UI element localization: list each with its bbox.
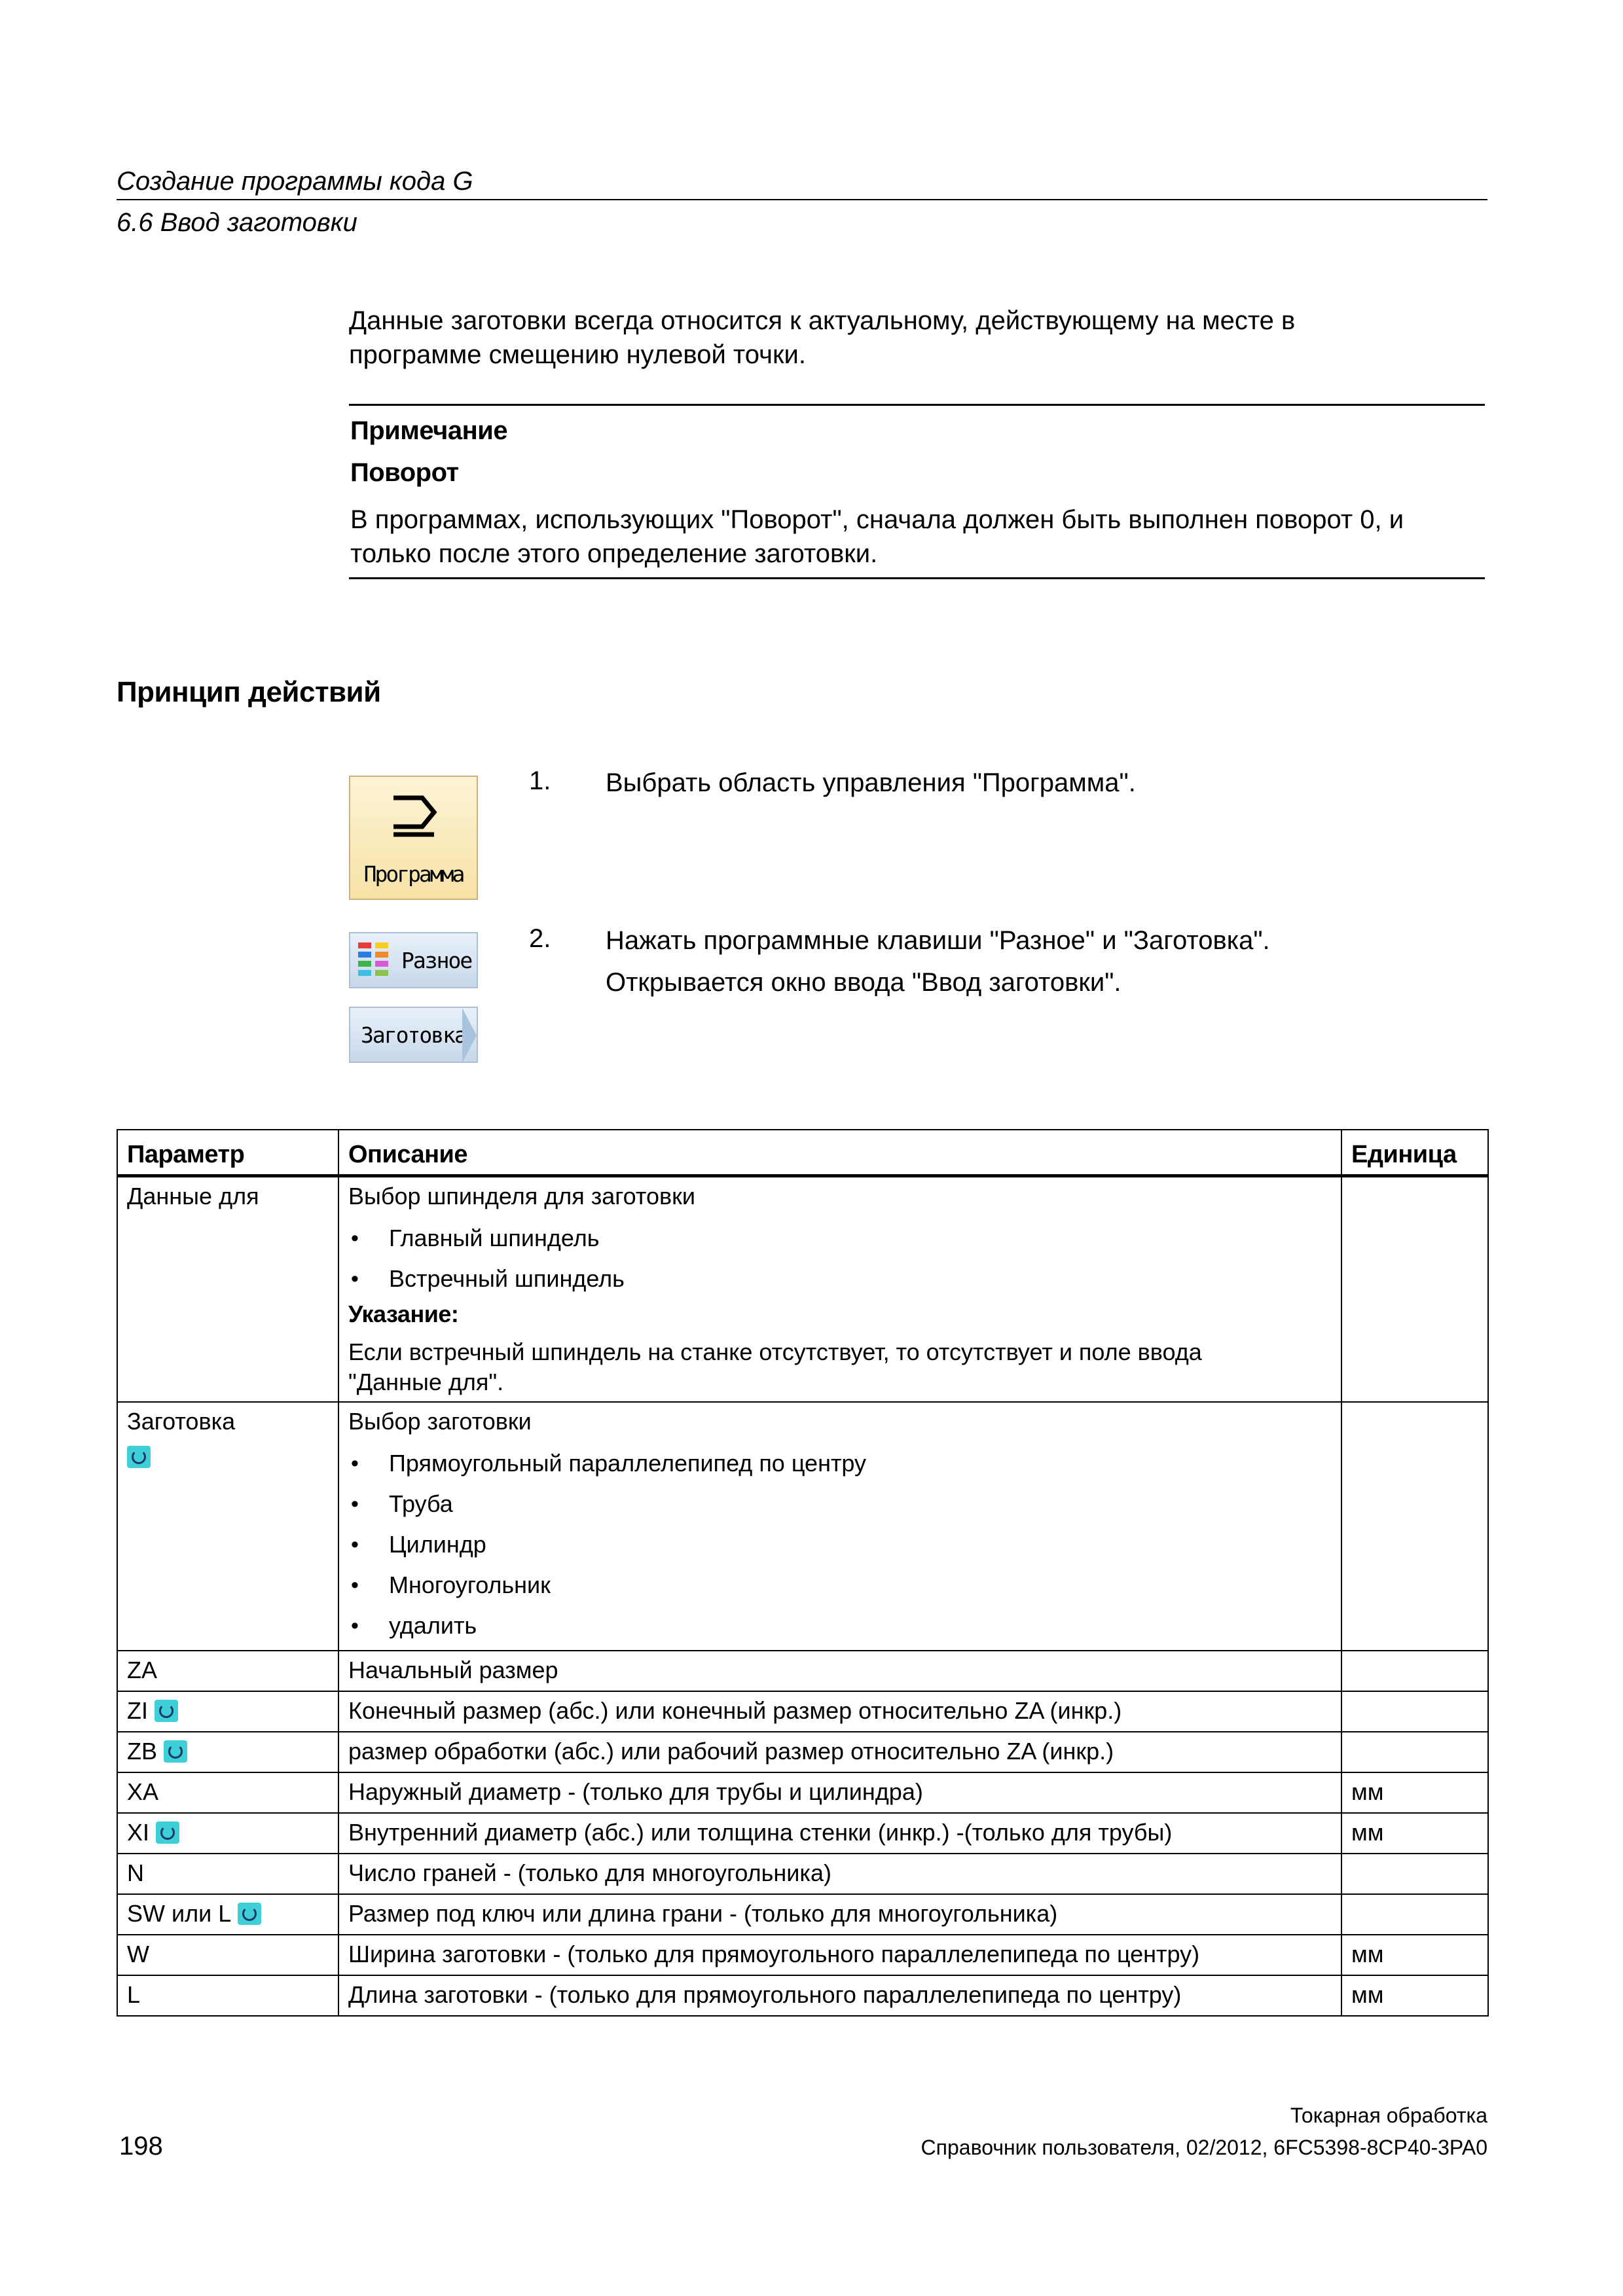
desc-cell: Число граней - (только для многоугольника) (338, 1854, 1341, 1894)
intro-line: Данные заготовки всегда относится к актуальному, действующему на месте в (349, 306, 1296, 335)
desc-cell: Длина заготовки - (только для прямоугольного параллелепипеда по центру) (338, 1975, 1341, 2016)
param-name: W (127, 1941, 149, 1967)
list-item: • Цилиндр (348, 1524, 1333, 1565)
note-label: Указание: (348, 1300, 459, 1327)
unit-cell: мм (1341, 1935, 1488, 1975)
param-cell (117, 1732, 338, 1772)
param-name: XI (127, 1819, 150, 1846)
intro-paragraph (349, 304, 1295, 372)
list-item: • удалить (348, 1605, 1333, 1646)
header-unit: Единица (1341, 1130, 1488, 1176)
note-top-rule (349, 404, 1485, 406)
footer-manual: Справочник пользователя, 02/2012, 6FC5398-8CP40-3PA0 (921, 2136, 1487, 2159)
param-cell (117, 1651, 338, 1691)
unit-cell: мм (1341, 1975, 1488, 2016)
desc-cell (338, 1402, 1341, 1651)
parameter-table (117, 1129, 1489, 2017)
table-row (117, 1854, 1488, 1894)
color-grid-icon (358, 942, 395, 980)
header-param: Параметр (117, 1130, 338, 1176)
note-line: Если встречный шпиндель на станке отсутствует, то отсутствует и поле ввода (348, 1338, 1202, 1365)
header-desc: Описание (338, 1130, 1341, 1176)
note-text (348, 1337, 1333, 1397)
table-row (117, 1935, 1488, 1975)
table-row (117, 1813, 1488, 1854)
table-row (117, 1691, 1488, 1732)
section-title: 6.6 Ввод заготовки (117, 208, 357, 237)
toggle-select-icon (155, 1700, 178, 1722)
note-bottom-rule (349, 577, 1485, 579)
program-bracket-icon (388, 789, 443, 844)
toggle-select-icon (127, 1446, 151, 1468)
table-row (117, 1894, 1488, 1935)
step-line: Нажать программные клавиши "Разное" и "Заготовка". (606, 926, 1270, 955)
param-name: SW или L (127, 1900, 232, 1927)
param-name: L (127, 1981, 141, 2008)
misc-softkey-label: Разное (401, 948, 472, 973)
desc-cell: Начальный размер (338, 1651, 1341, 1691)
desc-cell: размер обработки (абс.) или рабочий размер относительно ZA (инкр.) (338, 1732, 1341, 1772)
softkey-arrow-icon (462, 1008, 477, 1063)
desc-text: Выбор шпинделя для заготовки (348, 1183, 695, 1210)
param-cell (117, 1691, 338, 1732)
misc-softkey[interactable] (349, 932, 478, 988)
param-cell (117, 1813, 338, 1854)
param-cell (117, 1975, 338, 2016)
blank-softkey-label: Заготовка (361, 1022, 466, 1048)
bullet-list (348, 1443, 1333, 1646)
table-row (117, 1651, 1488, 1691)
list-item: • Прямоугольный параллелепипед по центру (348, 1443, 1333, 1484)
step-number: 1. (529, 766, 551, 795)
param-cell (117, 1854, 338, 1894)
desc-cell: Ширина заготовки - (только для прямоугольного параллелепипеда по центру) (338, 1935, 1341, 1975)
table-row (117, 1975, 1488, 2016)
table-header-row (117, 1130, 1488, 1176)
list-item: • Встречный шпиндель (348, 1259, 1333, 1299)
param-name: ZA (127, 1657, 158, 1683)
principle-heading: Принцип действий (117, 676, 381, 708)
param-cell (117, 1176, 338, 1403)
desc-cell: Внутренний диаметр (абс.) или толщина стенки (инкр.) -(только для трубы) (338, 1813, 1341, 1854)
chapter-title: Создание программы кода G (117, 167, 473, 196)
unit-cell (1341, 1691, 1488, 1732)
header-divider (117, 199, 1487, 200)
desc-cell: Наружный диаметр - (только для трубы и цилиндра) (338, 1772, 1341, 1813)
list-item: • Труба (348, 1484, 1333, 1524)
toggle-select-icon (238, 1903, 261, 1925)
toggle-select-icon (164, 1740, 187, 1763)
note-title: Поворот (350, 458, 459, 487)
table-row (117, 1176, 1488, 1403)
desc-cell (338, 1176, 1341, 1403)
unit-cell (1341, 1176, 1488, 1403)
table-row (117, 1772, 1488, 1813)
desc-cell: Размер под ключ или длина грани - (только для многоугольника) (338, 1894, 1341, 1935)
list-item: • Главный шпиндель (348, 1218, 1333, 1259)
note-label: Примечание (350, 416, 508, 445)
note-line: В программах, использующих "Поворот", сначала должен быть выполнен поворот 0, и (350, 505, 1404, 534)
footer-product: Токарная обработка (1290, 2104, 1487, 2127)
param-name: ZI (127, 1697, 148, 1724)
bullet-list (348, 1218, 1333, 1299)
page-number: 198 (119, 2132, 163, 2161)
table-row (117, 1732, 1488, 1772)
param-cell (117, 1894, 338, 1935)
toggle-select-icon (156, 1821, 179, 1844)
param-cell (117, 1935, 338, 1975)
param-cell (117, 1402, 338, 1651)
unit-cell (1341, 1854, 1488, 1894)
note-line: только после этого определение заготовки. (350, 539, 878, 568)
blank-softkey[interactable] (349, 1007, 478, 1063)
desc-text: Выбор заготовки (348, 1408, 532, 1435)
list-item: • Многоугольник (348, 1565, 1333, 1605)
unit-cell (1341, 1732, 1488, 1772)
unit-cell: мм (1341, 1772, 1488, 1813)
unit-cell: мм (1341, 1813, 1488, 1854)
program-area-button[interactable] (349, 776, 478, 900)
desc-cell: Конечный размер (абс.) или конечный размер относительно ZA (инкр.) (338, 1691, 1341, 1732)
param-name: ZB (127, 1738, 158, 1765)
param-name: Заготовка (127, 1408, 236, 1435)
step-text (606, 920, 1270, 1003)
table-row (117, 1402, 1488, 1651)
param-name: N (127, 1859, 144, 1886)
note-text (350, 503, 1404, 571)
unit-cell (1341, 1402, 1488, 1651)
param-cell (117, 1772, 338, 1813)
intro-line: программе смещению нулевой точки. (349, 340, 806, 369)
unit-cell (1341, 1651, 1488, 1691)
step-number: 2. (529, 924, 551, 953)
param-name: Данные для (127, 1183, 259, 1210)
param-name: XA (127, 1778, 159, 1805)
step-line: Открывается окно ввода "Ввод заготовки". (606, 968, 1122, 997)
step-text: Выбрать область управления "Программа". (606, 768, 1136, 797)
note-line: "Данные для". (348, 1369, 504, 1395)
unit-cell (1341, 1894, 1488, 1935)
program-button-label: Программа (363, 861, 464, 887)
